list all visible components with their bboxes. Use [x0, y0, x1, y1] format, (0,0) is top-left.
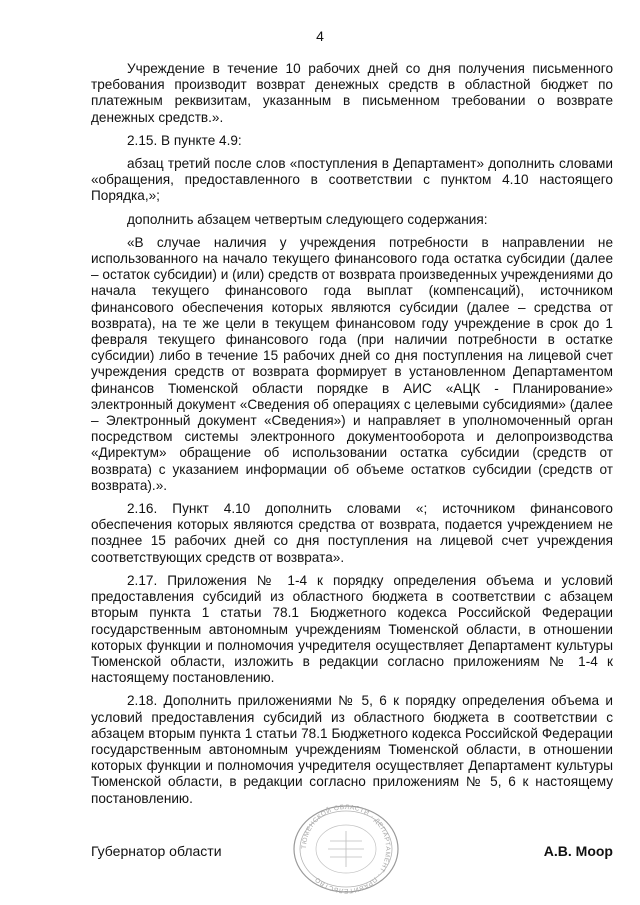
paragraph: Учреждение в течение 10 рабочих дней со дня получения письменного требования производит возврат денежных средств в областной бюджет по платежным реквизитам, указанным в письменном требовании о возврате денежных средств.». [91, 61, 613, 125]
paragraph: абзац третий после слов «поступления в Департамент» дополнить словами «обращения, предоставленного в соответствии с пунктом 4.10 настоящего Порядка,»; [91, 156, 613, 204]
paragraph: дополнить абзацем четвертым следующего содержания: [127, 211, 488, 227]
signer-name: А.В. Моор [543, 843, 613, 859]
page-number: 4 [316, 28, 324, 44]
document-body [91, 61, 613, 814]
paragraph: 2.18. Дополнить приложениями № 5, 6 к порядку определения объема и условий предоставления субсидий из областного бюджета в соответствии с абзацем вторым пункта 1 статьи 78.1 Бюджетного кодекса Российской Федерации государственным автономным учреждениям Тюменской области, в отношении которых функции и полномочия учредителя осуществляет Департамент культуры Тюменской области, в редакции согласно приложениям № 5, 6 к настоящему постановлению. [91, 693, 613, 806]
paragraph: 2.17. Приложения № 1-4 к порядку определения объема и условий предоставления субсидий из областного бюджета в соответствии с абзацем вторым пункта 1 статьи 78.1 Бюджетного кодекса Российской Федерации государственным автономным учреждениям Тюменской области, в отношении которых функции и полномочия учредителя осуществляет Департамент культуры Тюменской области, изложить в редакции согласно приложениям № 1-4 к настоящему постановлению. [91, 572, 613, 686]
paragraph: 2.15. В пункте 4.9: [127, 132, 242, 148]
seal-text: ТЮМЕНСКОЙ ОБЛАСТИ · ДЕПАРТАМЕНТ · ПРАВИТЕЛЬСТВО [300, 803, 392, 895]
official-seal-icon [290, 803, 402, 895]
paragraph: 2.16. Пункт 4.10 дополнить словами «; источником финансового обеспечения которых являются средства от возврата, подается учреждением не позднее 15 рабочих дней со дня поступления на лицевой счет учреждения соответствующих средств от возврата». [91, 501, 613, 565]
signer-role: Губернатор области [91, 843, 222, 859]
paragraph: «В случае наличия у учреждения потребности в направлении не использованного на начало текущего финансового года остатка субсидии (далее – остаток субсидии) и (или) средств от возврата произведенных учреждениями до начала текущего финансового года выплат (компенсаций), источником финансового обеспечения которых являются субсидии (далее – средства от возврата), на те же цели в текущем финансовом году учреждение в срок до 1 февраля текущего финансового года (при наличии потребности в остатке субсидии) либо в течение 15 рабочих дней со дня поступления на лицевой счет учреждения средств от возврата формирует в установленном Департаментом финансов Тюменской области порядке в АИС «АЦК - Планирование» электронный документ «Сведения об операциях с целевыми субсидиями» (далее – Электронный документ «Сведения») и направляет в уполномоченный орган посредством системы электронного документооборота и делопроизводства «Директум» обращение об использовании остатка субсидии (средств от возврата) с указанием информации об объеме остатков субсидии (средств от возврата).». [91, 234, 613, 493]
